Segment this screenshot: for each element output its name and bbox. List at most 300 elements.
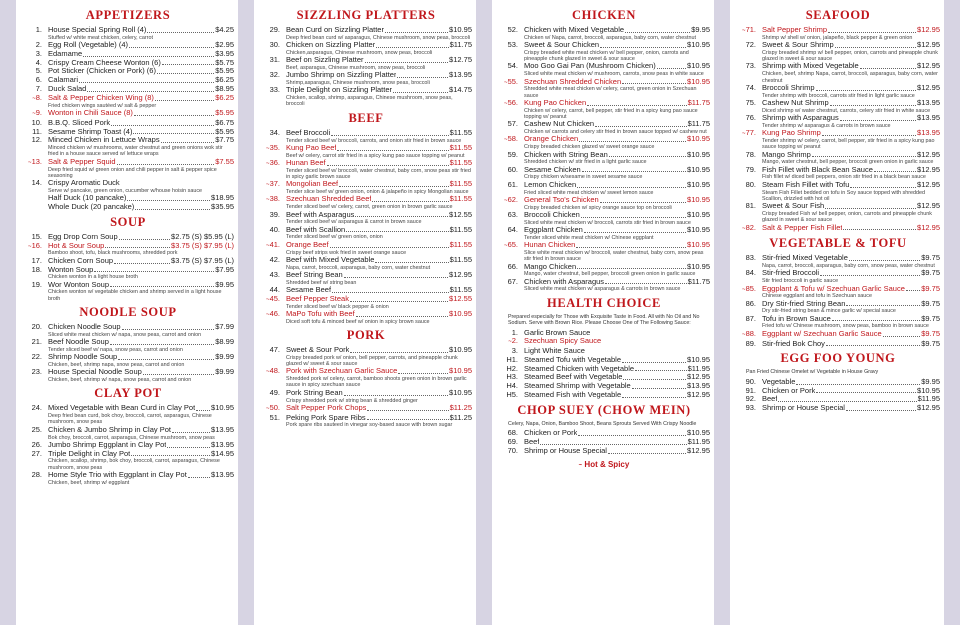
item-description: Chicken, beef, shrimp napa, snow peas, carrot and onion [48, 361, 185, 368]
item-line [524, 99, 710, 108]
item-body [48, 41, 234, 50]
item-price: $10.95 [687, 149, 710, 159]
item-price: $35.95 [211, 202, 234, 212]
item-number: 44. [269, 285, 280, 294]
item-description: Tender sliced beef w/ napa, snow peas, carrot and onion [48, 346, 183, 353]
menu-item [260, 211, 472, 226]
dot-leader [367, 410, 448, 411]
item-name: Chicken Corn Soup [48, 256, 114, 265]
item-price: $11.55 [449, 224, 472, 234]
item-description: Deep fried bean curd w/ asparagus, Chinese mushroom, snow peas, broccoli [286, 34, 470, 41]
item-body [286, 310, 472, 325]
item-body [48, 338, 234, 353]
item-price: $10.95 [449, 25, 472, 34]
item-number: 21. [31, 337, 42, 347]
item-body [48, 136, 234, 157]
item-number: 17. [31, 255, 42, 265]
item-number [736, 285, 762, 295]
item-price: $7.75 [215, 135, 234, 145]
item-price: $11.55 [449, 127, 472, 137]
dot-leader [822, 135, 916, 136]
item-body [48, 471, 234, 486]
item-body [762, 151, 940, 166]
item-name: Beef with Scallion [286, 225, 346, 234]
section-title: CHICKEN [572, 8, 636, 22]
item-number [260, 195, 286, 205]
item-body [48, 76, 234, 85]
item-number [498, 135, 524, 145]
hot-spicy-icon: ~ [28, 159, 32, 166]
item-price: $10.95 [687, 428, 710, 438]
dot-leader [623, 379, 686, 380]
item-name: Mango Shrimp [762, 150, 811, 159]
item-description: Chicken w/ carrots and celery stir fried in brown sauce topped w/ cashew nut [524, 129, 707, 136]
item-number-text: 71. [745, 25, 756, 34]
dot-leader [826, 345, 920, 346]
item-line [286, 129, 472, 138]
hot-spicy-icon: ~ [742, 286, 746, 293]
item-description: Tender sliced beef w/ black pepper & onion [286, 303, 389, 310]
section-title: CLAY POT [94, 386, 162, 401]
item-description: Stir fried broccoli in garlic sauce [762, 278, 839, 285]
item-body [286, 226, 472, 241]
item-number: 14. [31, 178, 42, 188]
section-title: HEALTH CHOICE [547, 295, 661, 310]
item-price: $13.95 [211, 424, 234, 434]
item-name: Kung Pao Shrimp [762, 129, 821, 138]
dot-leader [172, 432, 210, 433]
item-body [524, 166, 710, 181]
menu-column-3 [492, 0, 714, 625]
dot-leader [117, 164, 215, 165]
item-description: Tender sliced beef w/ green onion, onion [286, 234, 383, 241]
item-price: $7.99 [215, 322, 234, 331]
item-body [48, 353, 234, 368]
item-number [498, 99, 524, 109]
item-body [48, 119, 234, 128]
item-description: Tender sliced beef w/ asparagus & carrot in brown sauce [286, 219, 422, 226]
item-number: 3. [511, 346, 518, 356]
item-line [524, 337, 710, 346]
item-line [48, 76, 234, 85]
item-body [286, 286, 472, 295]
item-line [48, 179, 234, 188]
item-price: $12.95 [687, 445, 710, 455]
item-description: Shredded pork w/ celery, carrot, bamboo shoots green onion in brown garlic sauce in spicy szechuan sauce [286, 376, 467, 389]
item-body [286, 389, 472, 404]
item-line [762, 41, 940, 50]
hot-spicy-icon: ~ [508, 339, 512, 346]
item-price: $13.95 [449, 70, 472, 80]
item-number: 26. [31, 439, 42, 449]
item-number: 59. [507, 149, 518, 159]
dot-leader [778, 401, 916, 402]
item-description: Tender shrimp w/ celery, carrot, bell pepper, stir fried in a spicy kung pao sauce topping w/ peanut [762, 137, 935, 151]
item-price: $10.95 [449, 387, 472, 397]
item-line [762, 340, 940, 349]
item-number-text: 41. [269, 239, 280, 249]
item-line [48, 338, 234, 347]
item-description: Sliced white meat chicken w/ asparagus & carrots in brown sauce [524, 286, 681, 293]
item-description: Tender sliced beef w/ broccoli, carrots, and onion stir fried in brown sauce [286, 137, 462, 144]
item-price: $12.95 [917, 82, 940, 92]
item-line [524, 196, 710, 205]
item-number-text: 13. [31, 156, 42, 166]
item-number: 87. [745, 313, 756, 323]
item-description: Crispy beef strips wok fried in sweet orange sauce [286, 249, 407, 256]
section-title: SIZZLING PLATTERS [296, 8, 436, 22]
item-body [524, 41, 710, 62]
menu-item [736, 387, 940, 396]
item-number [22, 242, 48, 252]
item-line [286, 159, 472, 168]
hot-spicy-icon: ~ [504, 100, 508, 107]
item-number [22, 94, 48, 104]
dot-leader [376, 47, 448, 48]
item-description: Fried chicken wings sautéed w/ salt & pepper [48, 102, 157, 109]
item-body [48, 266, 234, 281]
item-body [524, 211, 710, 226]
item-name: Shrimp Noodle Soup [48, 353, 118, 362]
dot-leader [860, 68, 916, 69]
menu-item [498, 263, 710, 278]
item-price: $11.55 [449, 194, 472, 204]
item-description: Sliced white meat chicken w/ broccoli, carrots stir fried in brown sauce [524, 219, 691, 226]
item-number-text: 45. [269, 293, 280, 303]
item-body [524, 278, 710, 293]
item-body [524, 62, 710, 77]
item-body [762, 202, 940, 223]
item-line [762, 99, 940, 108]
item-number: 30. [269, 40, 280, 50]
item-name: Sweet & Sour Shrimp [762, 41, 834, 50]
menu-item [22, 94, 234, 109]
item-body [762, 285, 940, 300]
hot-spicy-icon: ~ [266, 197, 270, 204]
item-body [762, 99, 940, 114]
section-note: Pan Fried Chinese Omelet w/ Vegetable in House Gravy [746, 369, 879, 376]
item-body [524, 241, 710, 262]
item-name: Hunan Chicken [524, 241, 576, 250]
menu-item [22, 76, 234, 85]
item-number: 74. [745, 82, 756, 92]
item-name: Chicken with Asparagus [524, 277, 605, 286]
dot-leader [330, 247, 449, 248]
menu-column-4 [730, 0, 944, 625]
item-name: General Tso's Chicken [524, 195, 599, 204]
hot-spicy-icon: ~ [504, 137, 508, 144]
dot-leader [331, 135, 448, 136]
item-name: Vegetable [762, 377, 796, 386]
item-line [524, 278, 710, 287]
item-price: $11.95 [687, 363, 710, 373]
menu-item [22, 67, 234, 76]
menu-item [736, 269, 940, 284]
item-name: Steamed Chicken with Vegetable [524, 364, 635, 373]
menu-item [260, 241, 472, 256]
menu-item [498, 347, 710, 356]
item-number: 28. [31, 470, 42, 480]
legend-label: Hot & Spicy [584, 459, 630, 469]
item-body [524, 429, 710, 438]
item-line [286, 389, 472, 398]
menu-item [22, 338, 234, 353]
dot-leader [828, 32, 916, 33]
item-number-text: 50. [269, 402, 280, 412]
item-price: $3.95 [215, 48, 234, 58]
item-description: Dry stir-fried string bean & mince garlic w/ special sauce [762, 308, 896, 315]
item-body [762, 114, 940, 129]
item-line [48, 441, 234, 450]
item-number: 1. [35, 25, 42, 34]
hot-spicy-icon: ~ [578, 462, 583, 469]
item-description: Chicken w/ celery, carrot, bell pepper, stir fried in a spicy kung pao sauce topping w/ peanut [524, 107, 698, 121]
item-line [762, 202, 940, 211]
hot-spicy-icon: ~ [266, 369, 270, 376]
item-number: 24. [31, 403, 42, 413]
item-line [286, 404, 472, 413]
item-price: $7.95 [215, 264, 234, 274]
item-name: Hunan Beef [286, 158, 326, 167]
item-number: 11. [32, 126, 42, 136]
item-name: Light White Sauce [524, 347, 585, 356]
menu-item [498, 382, 710, 391]
item-name: Shrimp or House Special [524, 446, 607, 455]
item-number: 31. [269, 55, 280, 65]
item-name: Eggplant w/ Szechuan Garlic Sauce [762, 329, 882, 338]
item-line [48, 281, 234, 290]
item-line [762, 114, 940, 123]
menu-item [22, 119, 234, 128]
hot-spicy-icon: ~ [504, 79, 508, 86]
item-line [48, 85, 234, 94]
item-body [48, 26, 234, 41]
menu-item [260, 310, 472, 325]
item-price: $6.75 [215, 117, 234, 127]
menu-item [22, 471, 234, 486]
dot-leader [840, 120, 916, 121]
item-body [48, 59, 234, 68]
item-line [524, 429, 710, 438]
menu-item [22, 368, 234, 383]
menu-item [736, 181, 940, 202]
dot-leader [127, 200, 210, 201]
menu-item [22, 85, 234, 94]
menu-item [22, 242, 234, 257]
item-description: Crispy breaded chicken w/ spicy orange sauce top on broccoli [524, 204, 672, 211]
item-body [286, 211, 472, 226]
item-description: Slice white meat chicken w/ broccoli, water chestnut, baby corn, snow peas stir fried in brown sauce [524, 249, 704, 263]
item-number: H1. [506, 354, 518, 364]
dot-leader [635, 370, 687, 371]
item-number: 4. [35, 57, 42, 67]
item-description: Fried tofu w/ Chinese mushroom, snow peas, bamboo in brown sauce [762, 323, 929, 330]
item-line [762, 378, 940, 387]
section-title: SEAFOOD [805, 8, 871, 22]
dot-leader [595, 126, 687, 127]
item-price: $11.55 [449, 239, 472, 249]
dot-leader [835, 47, 916, 48]
menu-item [736, 285, 940, 300]
menu-item [260, 271, 472, 286]
item-price: $9.75 [921, 253, 940, 263]
menu-item [498, 166, 710, 181]
item-number: 90. [745, 376, 756, 386]
item-body [48, 50, 234, 59]
item-line [286, 144, 472, 153]
item-price: $9.75 [921, 338, 940, 348]
item-price: $2.75 (S) $5.95 (L) [171, 231, 234, 241]
item-price: $12.95 [917, 179, 940, 189]
menu-item [498, 211, 710, 226]
hot-spicy-icon: ~ [266, 145, 270, 152]
item-number: 2. [35, 40, 42, 50]
item-description: Crispy breaded pork w/ onion, bell pepper, carrots, and pineapple chunk glazed w/ sweet & sour sauce [286, 354, 458, 368]
item-description: Shrimp,asparagus, Chinese mushroom, snow peas, broccoli [286, 80, 430, 87]
hot-spicy-icon: ~ [266, 182, 270, 189]
dot-leader [162, 64, 214, 65]
item-number: 72. [745, 40, 756, 50]
item-name: Salt Pepper Pork Chops [286, 403, 367, 412]
item-price: $12.95 [917, 403, 940, 413]
menu-item [498, 278, 710, 293]
dot-leader [385, 32, 448, 33]
item-line [762, 269, 940, 278]
dot-leader [850, 187, 916, 188]
section-title: CHOP SUEY (CHOW MEIN) [517, 402, 691, 417]
menu-item [736, 62, 940, 83]
item-body [48, 323, 234, 338]
item-price: $11.55 [449, 254, 472, 264]
item-line [48, 426, 234, 435]
item-name: Szechuan Spicy Sauce [524, 337, 602, 346]
item-number [498, 196, 524, 206]
item-description: Tender shrimp with broccoli, carrots stir fried in light garlic sauce [762, 92, 915, 99]
item-name: Calamari [48, 76, 79, 85]
item-price: $4.25 [215, 25, 234, 34]
dot-leader [796, 384, 920, 385]
dot-leader [131, 455, 210, 456]
item-number-text: 56. [507, 97, 518, 107]
item-body [48, 426, 234, 441]
dot-leader [820, 275, 920, 276]
item-line [524, 329, 710, 338]
item-body [286, 367, 472, 388]
dot-leader [632, 388, 686, 389]
item-name: Chicken & Jumbo Shrimp in Clay Pot [48, 425, 171, 434]
item-description: Napa, carrot, broccoli, asparagus, baby corn, water chestnut [286, 264, 431, 271]
item-body [524, 181, 710, 196]
dot-leader [111, 125, 214, 126]
item-number: 91. [745, 385, 756, 395]
item-number: 81. [745, 201, 756, 211]
item-number [260, 310, 286, 320]
item-price: $5.95 [215, 126, 234, 136]
menu-item [736, 395, 940, 404]
item-line [48, 203, 234, 212]
item-body [524, 447, 710, 456]
item-number: 70. [507, 445, 518, 455]
item-price: $10.95 [687, 240, 710, 250]
item-price: $9.75 [921, 328, 940, 338]
item-line [762, 330, 940, 339]
item-number: 66. [507, 261, 518, 271]
item-price: $12.95 [687, 372, 710, 382]
menu-item [260, 414, 472, 429]
item-price: $8.95 [215, 84, 234, 94]
menu-item [498, 438, 710, 447]
menu-item [498, 356, 710, 365]
item-name: House Special Noodle Soup [48, 368, 142, 377]
dot-leader [832, 320, 920, 321]
item-line [48, 136, 234, 145]
menu-item [498, 78, 710, 99]
item-line [286, 86, 472, 95]
item-price: $13.95 [211, 439, 234, 449]
item-number-text: 65. [507, 240, 518, 250]
dot-leader [196, 410, 210, 411]
dot-leader [157, 73, 214, 74]
menu-item [22, 41, 234, 50]
item-price: $10.95 [687, 61, 710, 71]
item-price: $10.95 [917, 385, 940, 395]
menu-item [260, 144, 472, 159]
item-price: $10.95 [687, 179, 710, 189]
item-price: $9.75 [921, 298, 940, 308]
menu-item [260, 346, 472, 367]
menu-item [22, 323, 234, 338]
item-line [524, 135, 710, 144]
item-price: $12.95 [917, 222, 940, 232]
item-body [524, 99, 710, 120]
dot-leader [161, 142, 215, 143]
item-description: Beef, asparagus, Chinese mushroom, snow peas, broccoli [286, 64, 426, 71]
item-number: 67. [507, 276, 518, 286]
item-number: 19. [31, 279, 42, 289]
menu-item [736, 41, 940, 62]
item-line [286, 71, 472, 80]
dot-leader [119, 239, 170, 240]
item-description: Chicken, scallop, shrimp, bok choy, broccoli, carrot, asparagus, Chinese mushroom, snow peas [48, 458, 220, 471]
item-body [762, 41, 940, 62]
item-name: Pork String Bean [286, 388, 343, 397]
item-line [524, 263, 710, 272]
item-price: $5.95 [215, 66, 234, 76]
item-line [48, 242, 234, 251]
dot-leader [843, 229, 916, 230]
item-line [762, 166, 940, 175]
item-number: 3. [35, 48, 42, 58]
item-body [524, 26, 710, 41]
item-number [736, 26, 762, 36]
menu-item [22, 257, 234, 266]
dot-leader [79, 82, 214, 83]
item-number: 78. [745, 149, 756, 159]
item-line [286, 271, 472, 280]
menu-item [260, 71, 472, 86]
item-name: Salt & Pepper Squid [48, 157, 116, 166]
dot-leader [846, 410, 916, 411]
item-line [286, 310, 472, 319]
item-line [48, 26, 234, 35]
item-line [286, 26, 472, 35]
item-number: 42. [269, 254, 280, 264]
item-description: Crispy breaded chicken glazed w/ sweet orange sauce [524, 144, 655, 151]
item-description: Diced soft tofu & minced beef w/ onion in spicy brown sauce [286, 318, 430, 325]
hot-spicy-icon: ~ [742, 28, 746, 34]
menu-item [498, 241, 710, 262]
dot-leader [608, 453, 686, 454]
